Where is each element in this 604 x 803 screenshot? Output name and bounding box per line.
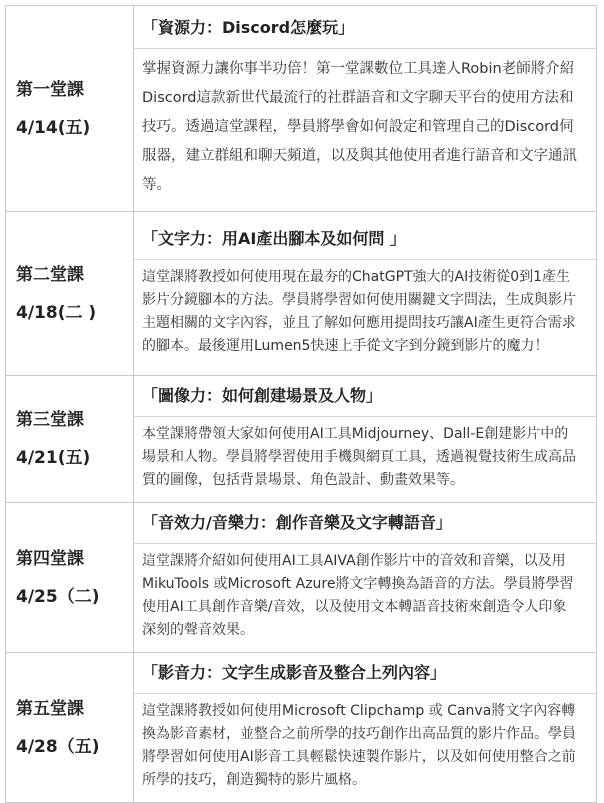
content-cell	[134, 503, 597, 653]
content-cell	[134, 376, 597, 503]
session-name: 第四堂課	[16, 548, 84, 569]
course-row	[6, 6, 597, 212]
session-cell	[6, 376, 134, 503]
content-cell	[134, 6, 597, 212]
course-title: 「資源力：Discord怎麼玩」	[134, 8, 596, 49]
session-cell	[6, 6, 134, 212]
session-date: 4/14(五)	[16, 117, 91, 138]
session-name: 第三堂課	[16, 410, 84, 430]
session-cell	[6, 503, 134, 653]
course-description: 這堂課將教授如何使用Microsoft Clipchamp 或 Canva將文字內容轉換為影音素材，並整合之前所學的技巧創作出高品質的影片作品。學員將學習如何使用AI影音工具輕鬆快速製作影片，以及如何使用整合之前所學的技巧，創造獨特的影片風格。	[142, 703, 576, 788]
course-title: 「文字力：用AI產出腳本及如何問 」	[134, 219, 596, 260]
course-description: 掌握資源力讓你事半功倍！第一堂課數位工具達人Robin老師將介紹Discord這款新世代最流行的社群語音和文字聊天平台的使用方法和技巧。透過這堂課程，學員將學會如何設定和管理自己的Discord伺服器，建立群組和聊天頻道，以及與其他使用者進行語音和文字通訊等。	[142, 60, 577, 193]
session-cell	[6, 212, 134, 376]
session-date: 4/25（二)	[16, 586, 100, 607]
course-description: 這堂課將教授如何使用現在最夯的ChatGPT強大的AI技術從0到1產生影片分鏡腳本的方法。學員將學習如何使用關鍵文字問法，生成與影片主題相關的文字內容，並且了解如何應用提問技巧讓AI產生更符合需求的腳本。最後運用Lumen5快速上手從文字到分鏡到影片的魔力！	[142, 269, 576, 354]
session-name: 第一堂課	[16, 79, 84, 100]
course-row	[6, 503, 597, 653]
session-cell	[6, 653, 134, 803]
session-name: 第五堂課	[16, 698, 84, 719]
content-cell	[134, 653, 597, 803]
course-description: 本堂課將帶領大家如何使用AI工具Midjourney、Dall-E創建影片中的場景和人物。學員將學習使用手機與網頁工具，透過視覺技術生成高品質的圖像，包括背景場景、角色設計、動畫效果等。	[142, 426, 576, 488]
course-row	[6, 212, 597, 376]
course-title: 「圖像力：如何創建場景及人物」	[134, 376, 596, 417]
course-title: 「影音力：文字生成影音及整合上列內容」	[134, 653, 596, 694]
course-title: 「音效力/音樂力：創作音樂及文字轉語音」	[134, 503, 596, 544]
content-cell	[134, 212, 597, 376]
session-date: 4/21(五)	[16, 448, 91, 468]
course-description: 這堂課將介紹如何使用AI工具AIVA創作影片中的音效和音樂，以及用MikuTools 或Microsoft Azure將文字轉換為語音的方法。學員將學習使用AI工具創作音樂/音效，以及使用文本轉語音技術來創造令人印象深刻的聲音效果。	[142, 553, 574, 638]
session-date: 4/28（五)	[16, 736, 100, 757]
session-date: 4/18(二 )	[16, 302, 97, 323]
course-schedule-table	[5, 5, 597, 803]
course-row	[6, 376, 597, 503]
session-name: 第二堂課	[16, 264, 84, 285]
course-row	[6, 653, 597, 803]
